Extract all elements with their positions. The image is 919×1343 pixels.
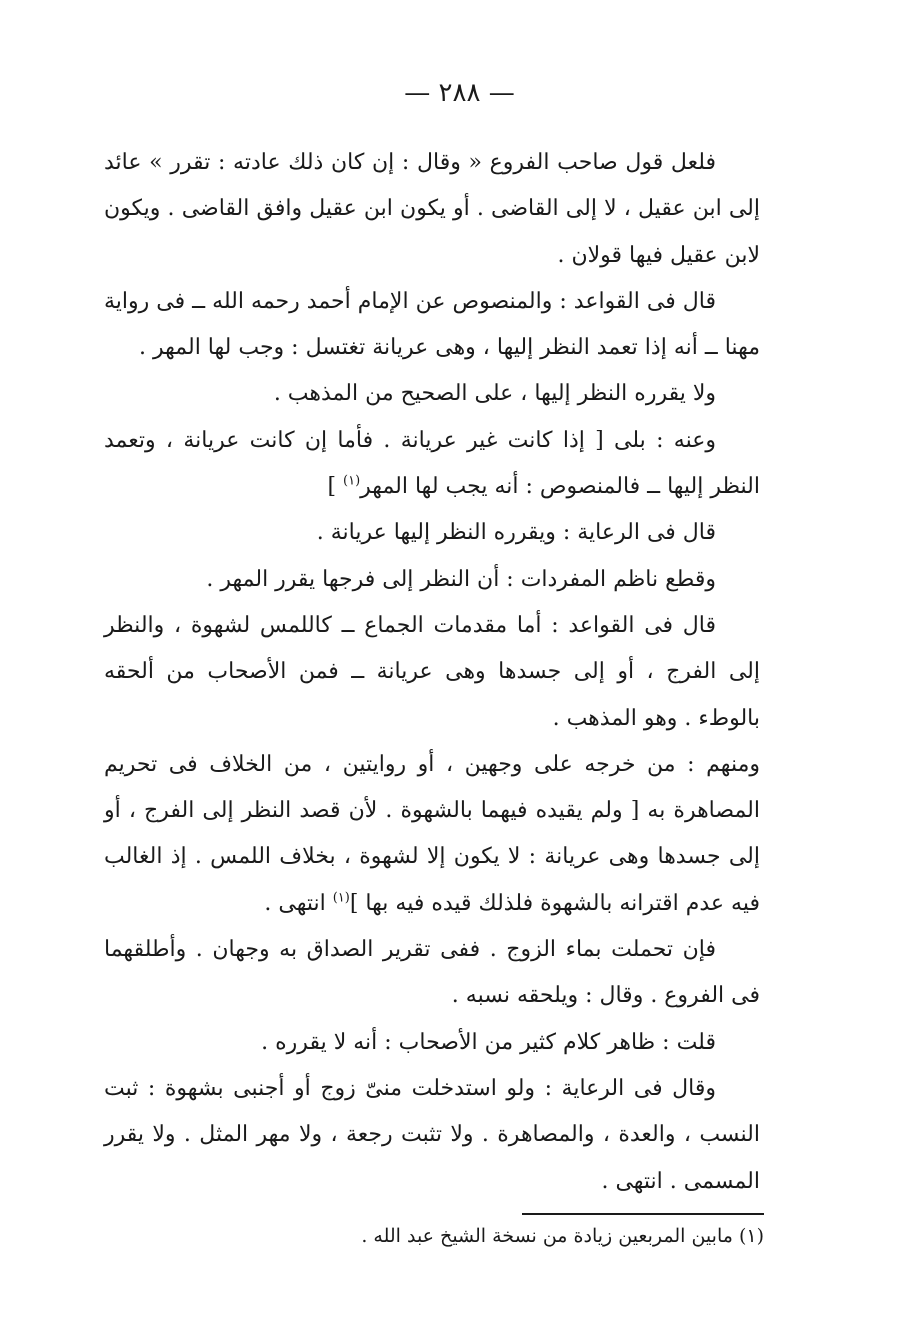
footnote-divider xyxy=(522,1213,764,1215)
paragraph xyxy=(104,418,760,511)
paragraph-text-after: انتهى . xyxy=(264,890,333,916)
paragraph-text: ومنهم : من خرجه على وجهين ، أو روايتين ، من الخلاف فى تحريم المصاهرة به [ ولم يقيده فيهما بالشهوة . لأن قصد النظر إلى الفرج ، أو إلى جسدها وهى عريانة : لا يكون إلا لشهوة ، بخلاف اللمس . إذ الغالب فيه عدم اقترانه بالشهوة فلذلك قيده فيه بها ] xyxy=(104,751,760,916)
paragraph xyxy=(104,1066,760,1205)
paragraph xyxy=(104,603,760,742)
paragraph xyxy=(104,557,760,603)
paragraph-text: فإن تحملت بماء الزوج . ففى تقرير الصداق به وجهان . وأطلقهما فى الفروع . وقال : ويلحقه نسبه . xyxy=(104,937,760,1009)
paragraph xyxy=(104,371,760,417)
paragraph xyxy=(104,1020,760,1066)
paragraph-text: فلعل قول صاحب الفروع « وقال : إن كان ذلك عادته : تقرر » عائد إلى ابن عقيل ، لا إلى القاضى . أو يكون ابن عقيل وافق القاضى . ويكون لابن عقيل فيها قولان . xyxy=(104,150,760,268)
footnote: (١) مابين المربعين زيادة من نسخة الشيخ عبد الله . xyxy=(361,1225,764,1247)
paragraph-text-after: ] xyxy=(327,474,344,500)
paragraph xyxy=(104,140,760,279)
paragraph-text: قال فى القواعد : والمنصوص عن الإمام أحمد رحمه الله ــ فى رواية مهنا ــ أنه إذا تعمد النظر إليها ، وهى عريانة تغتسل : وجب لها المهر . xyxy=(104,288,760,361)
paragraph-text: قال فى الرعاية : ويقرره النظر إليها عريانة . xyxy=(316,520,716,546)
body-text xyxy=(104,140,760,1205)
paragraph xyxy=(104,279,760,372)
paragraph-text: قال فى القواعد : أما مقدمات الجماع ــ كاللمس لشهوة ، والنظر إلى الفرج ، أو إلى جسدها وهى عريانة ــ فمن الأصحاب من ألحقه بالوطء . وهو المذهب . xyxy=(104,612,760,731)
paragraph-text: وقطع ناظم المفردات : أن النظر إلى فرجها يقرر المهر . xyxy=(206,566,716,592)
paragraph xyxy=(104,927,760,1020)
paragraph xyxy=(104,510,760,556)
paragraph xyxy=(104,742,760,927)
page-number: — ٢٨٨ — xyxy=(404,78,515,108)
paragraph-text: وقال فى الرعاية : ولو استدخلت منىّ زوج أو أجنبى بشهوة : ثبت النسب ، والعدة ، والمصاهرة . ولا تثبت رجعة ، ولا مهر المثل . ولا يقرر المسمى . انتهى . xyxy=(104,1075,760,1194)
footnote-marker: (١) xyxy=(332,890,350,906)
paragraph-text: وعنه : بلى [ إذا كانت غير عريانة . فأما إن كانت عريانة ، وتعمد النظر إليها ــ فالمنصوص : أنه يجب لها المهر xyxy=(104,427,760,500)
paragraph-text: ولا يقرره النظر إليها ، على الصحيح من المذهب . xyxy=(273,381,716,407)
paragraph-text: قلت : ظاهر كلام كثير من الأصحاب : أنه لا يقرره . xyxy=(261,1029,716,1055)
footnote-marker: (١) xyxy=(343,473,361,489)
